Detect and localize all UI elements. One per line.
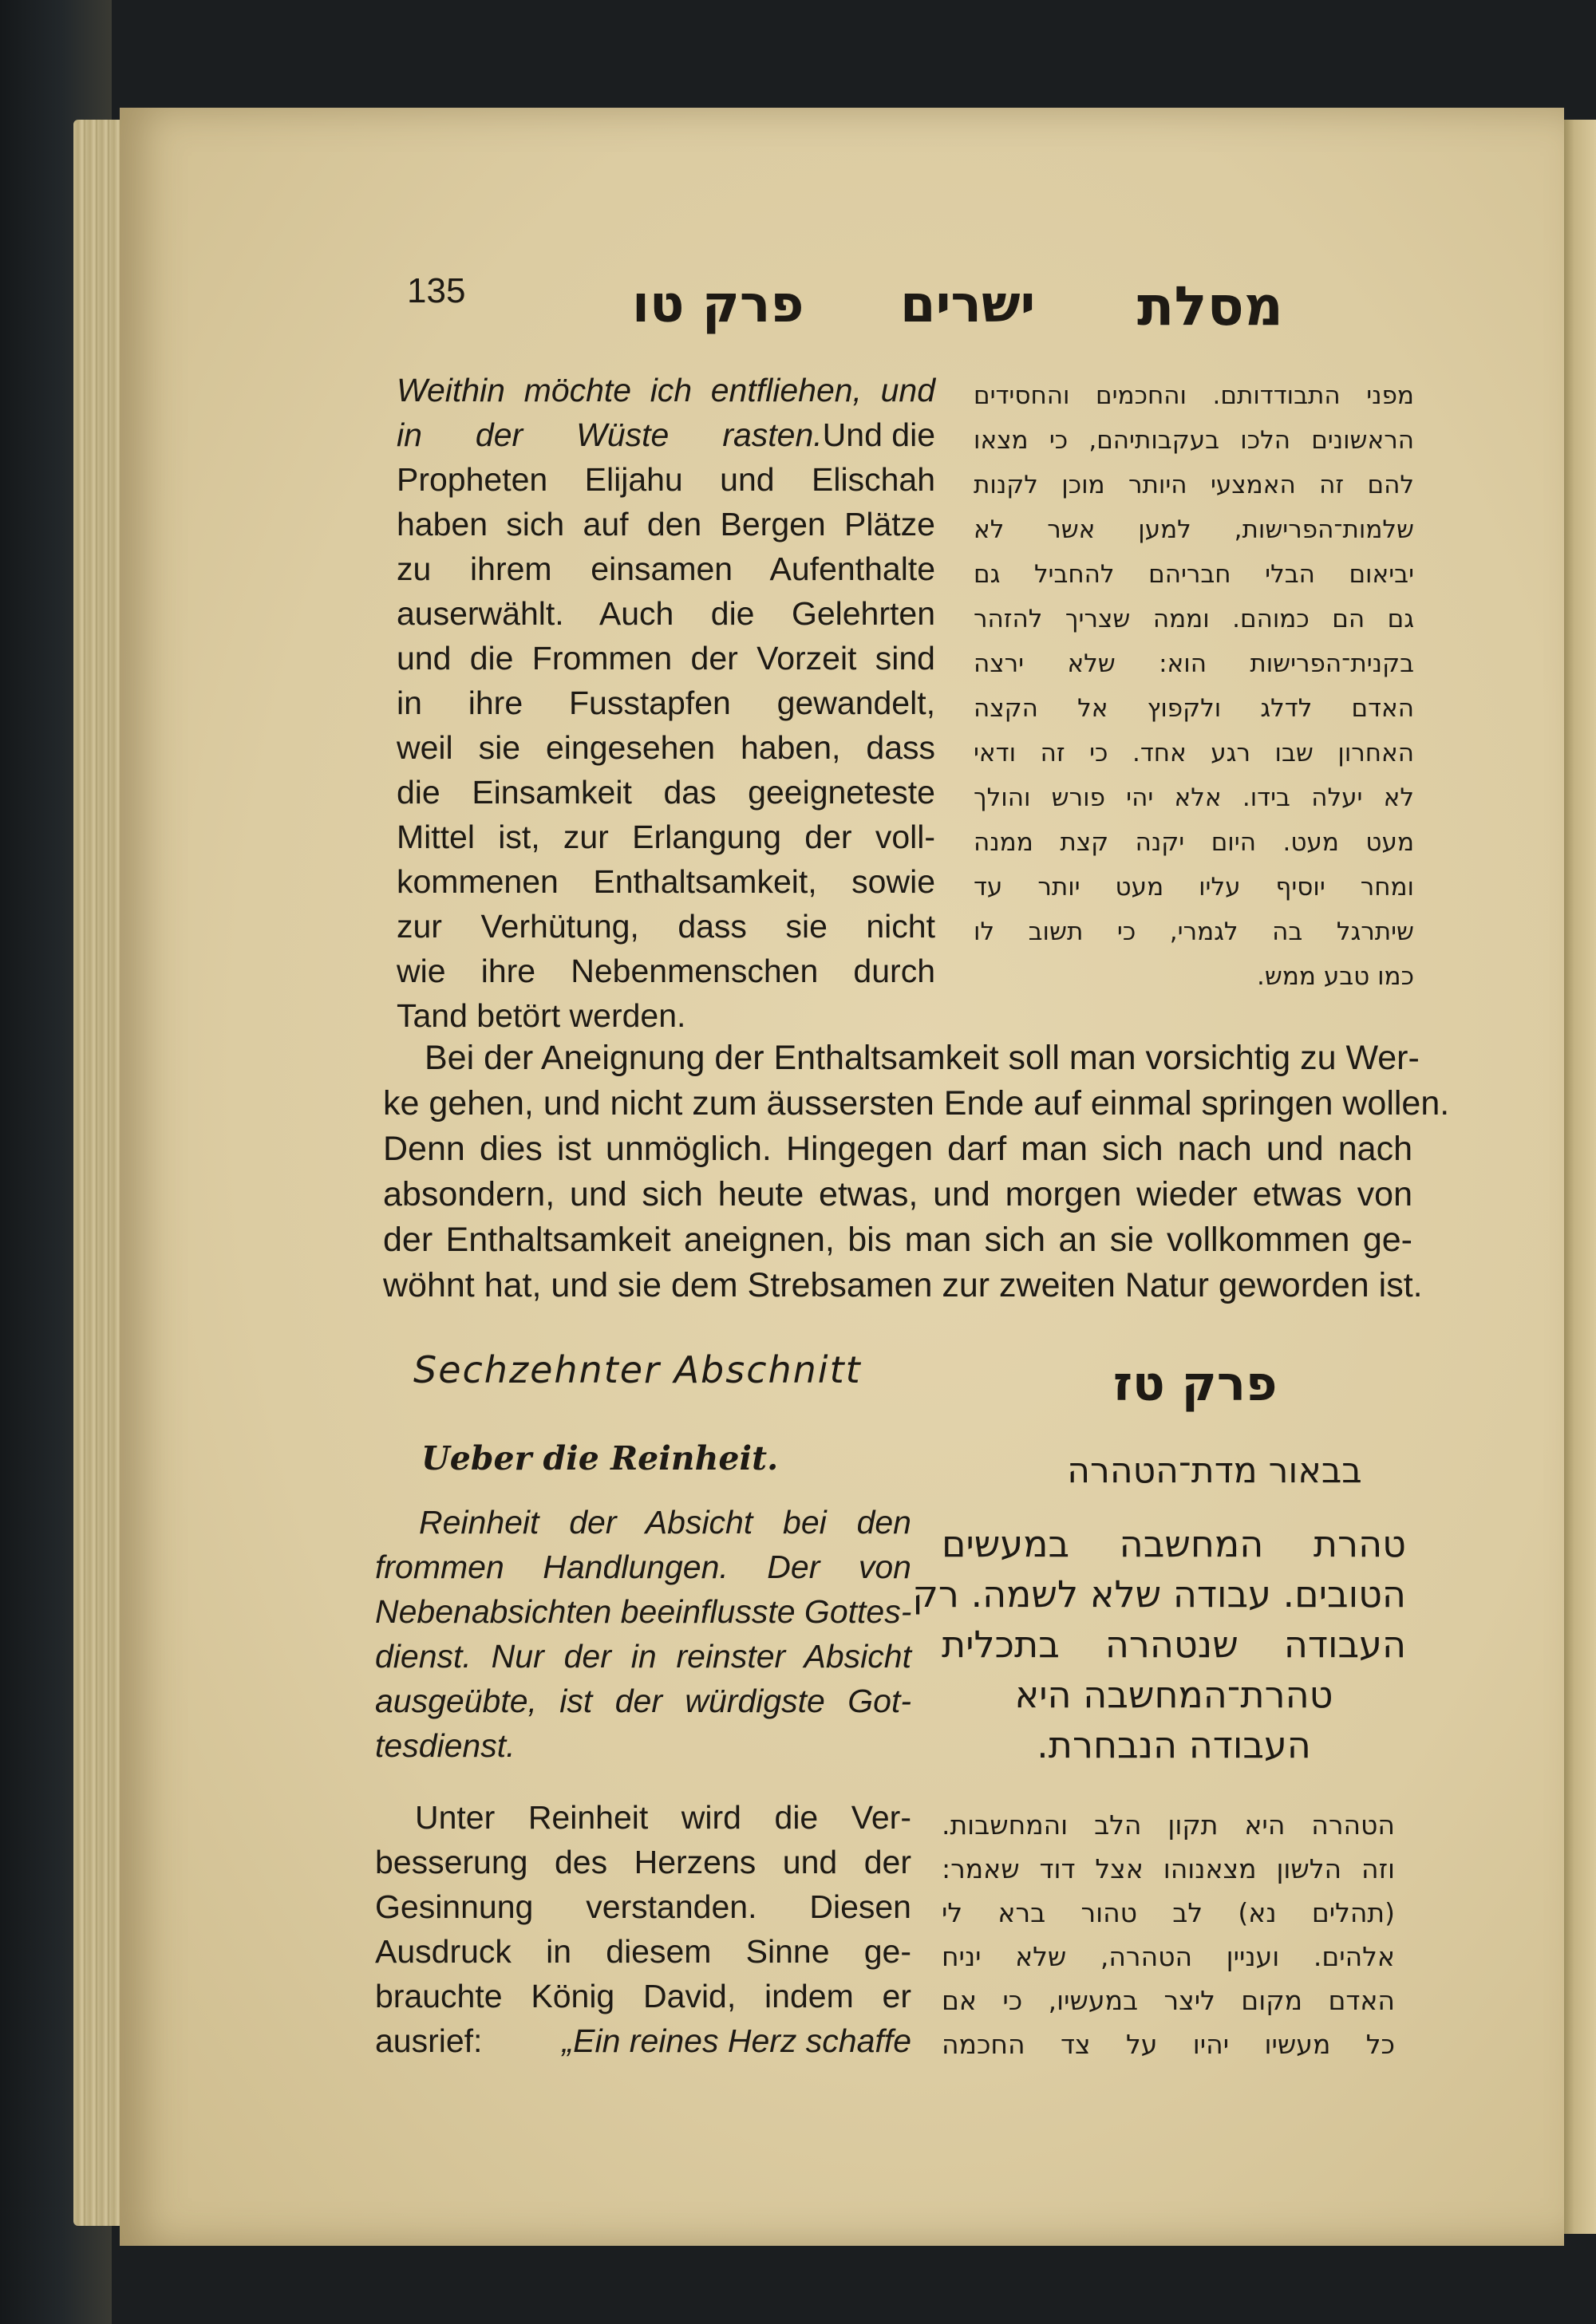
- text-line: in ihre Fusstapfen gewandelt,: [397, 685, 935, 721]
- german-summary: [375, 1504, 911, 1772]
- text-line: [375, 2022, 911, 2067]
- full-width-paragraph: [383, 1039, 1450, 1312]
- text-line: Nebenabsichten beeinflusste Gottes-: [375, 1593, 912, 1630]
- text-line: Bei der Aneignung der Enthaltsamkeit soll man vorsichtig zu Wer-: [425, 1039, 1420, 1077]
- text-line: בקנית־הפרישות הוא: שלא ירצה: [974, 649, 1414, 678]
- text-line-start: ausrief:: [375, 2022, 483, 2059]
- text-line: גם הם כמוהם. וממה שצריך להזהר: [974, 605, 1414, 633]
- section-subtitle-hebrew: בבאור מדת־הטהרה: [1067, 1450, 1362, 1491]
- text-line: wöhnt hat, und sie dem Strebsamen zur zweiten Natur geworden ist.: [383, 1266, 1423, 1304]
- text-line: שלמות־הפרישות, למען אשר לא: [974, 515, 1414, 544]
- text-line: haben sich auf den Bergen Plätze: [397, 506, 935, 543]
- running-title-word-1: מסלת: [1137, 275, 1284, 338]
- text-line: (תהלים נא) לב טהור ברא לי: [942, 1897, 1395, 1928]
- text-line: [397, 416, 935, 461]
- quote-start: „Ein reines Herz schaffe: [562, 2022, 911, 2059]
- text-line: Weithin möchte ich entfliehen, und: [397, 372, 935, 408]
- text-line: האדם מקום ליצר במעשיו, כי אם: [942, 1985, 1395, 2016]
- text-line: הטובים. עבודה שלא לשמה. רק: [912, 1572, 1406, 1616]
- hebrew-column-top: [974, 381, 1414, 1007]
- text-line: טהרת־המחשבה היא: [1014, 1673, 1333, 1716]
- text-line: und die Frommen der Vorzeit sind: [397, 640, 935, 677]
- text-line: כמו טבע ממש.: [1257, 962, 1414, 991]
- text-line: auserwählt. Auch die Gelehrten: [397, 595, 935, 632]
- text-line: לא יעלה בידו. אלא יהי פורש והולך: [974, 783, 1414, 812]
- text-line: יביאום הבלי חבריהם להחביל גם: [974, 560, 1414, 589]
- section-subtitle-german: Ueber die Reinheit.: [421, 1439, 779, 1478]
- text-line: die Einsamkeit das geeigneteste: [397, 774, 935, 811]
- text-line: להם זה האמצעי היותר מוכן לקנות: [974, 471, 1414, 499]
- page-number: 135: [407, 271, 466, 310]
- hebrew-summary: [912, 1522, 1406, 1774]
- text-line: האחרון שבו רגע אחד. כי זה ודאי: [974, 739, 1414, 767]
- hebrew-body: [942, 1809, 1395, 2073]
- text-line: שיתרגל בה לגמרי, כי תשוב לו: [974, 917, 1414, 946]
- text-line: אלהים. ועניין הטהרה, שלא יניח: [942, 1941, 1395, 1972]
- section-title-german: Sechzehnter Abschnitt: [413, 1348, 862, 1391]
- text-line: העבודה שנטהרה בתכלית: [942, 1623, 1406, 1666]
- facing-page-edge: [1560, 120, 1596, 2234]
- text-line: frommen Handlungen. Der von: [375, 1549, 911, 1585]
- text-line: Tand betört werden.: [397, 997, 686, 1034]
- text-line: הראשונים הלכו בעקבותיהם, כי מצאו: [974, 426, 1414, 455]
- text-line: מפני התבודדותם. והחכמים והחסידים: [974, 381, 1414, 410]
- text-line: האדם לדלג ולקפוץ אל הקצה: [974, 694, 1414, 723]
- german-column-top: [397, 372, 935, 1042]
- text-line: zur Verhütung, dass sie nicht: [397, 908, 935, 945]
- text-line-tail: Und die: [822, 416, 935, 453]
- text-line: Propheten Elijahu und Elischah: [397, 461, 935, 498]
- text-line: Reinheit der Absicht bei den: [419, 1504, 911, 1541]
- text-line: וזה הלשון מצאנוהו אצל דוד שאמר:: [942, 1853, 1395, 1884]
- text-line: der Enthaltsamkeit aneignen, bis man sich an sie vollkommen ge-: [383, 1221, 1412, 1259]
- text-line: brauchte König David, indem er: [375, 1978, 911, 2014]
- text-line: zu ihrem einsamen Aufenthalte: [397, 550, 935, 587]
- text-line-italic: in der Wüste rasten.: [397, 416, 823, 453]
- text-line: ומחר יוסיף עליו מעט יותר עד: [974, 873, 1414, 902]
- text-line: absondern, und sich heute etwas, und morgen wieder etwas von: [383, 1175, 1412, 1213]
- german-body: [375, 1799, 911, 2067]
- text-line: ausgeübte, ist der würdigste Got-: [375, 1683, 911, 1719]
- text-line: ke gehen, und nicht zum äussersten Ende auf einmal springen wollen.: [383, 1084, 1450, 1123]
- text-line: Denn dies ist unmöglich. Hingegen darf man sich nach und nach: [383, 1130, 1412, 1168]
- section-title-hebrew: פרק טז: [1113, 1356, 1278, 1412]
- text-line: מעט מעט. היום יקנה קצת ממנה: [974, 828, 1414, 857]
- text-line: Mittel ist, zur Erlangung der voll-: [397, 819, 935, 855]
- text-line: טהרת המחשבה במעשים: [942, 1522, 1406, 1565]
- text-line: הטהרה היא תקון הלב והמחשבות.: [942, 1809, 1395, 1841]
- text-line: wie ihre Nebenmenschen durch: [397, 953, 935, 989]
- text-line: tesdienst.: [375, 1727, 516, 1764]
- text-line: כל מעשיו יהיו על צד החכמה: [942, 2029, 1395, 2060]
- text-line: dienst. Nur der in reinster Absicht: [375, 1638, 911, 1675]
- text-line: besserung des Herzens und der: [375, 1844, 911, 1880]
- running-title-word-2: ישרים: [900, 275, 1036, 334]
- text-line: kommenen Enthaltsamkeit, sowie: [397, 863, 935, 900]
- text-line: Ausdruck in diesem Sinne ge-: [375, 1933, 911, 1970]
- text-line: העבודה הנבחרת.: [1037, 1723, 1311, 1766]
- text-line: Unter Reinheit wird die Ver-: [415, 1799, 911, 1836]
- text-line: weil sie eingesehen haben, dass: [397, 729, 935, 766]
- text-line: Gesinnung verstanden. Diesen: [375, 1888, 911, 1925]
- running-chapter: פרק טו: [632, 275, 804, 334]
